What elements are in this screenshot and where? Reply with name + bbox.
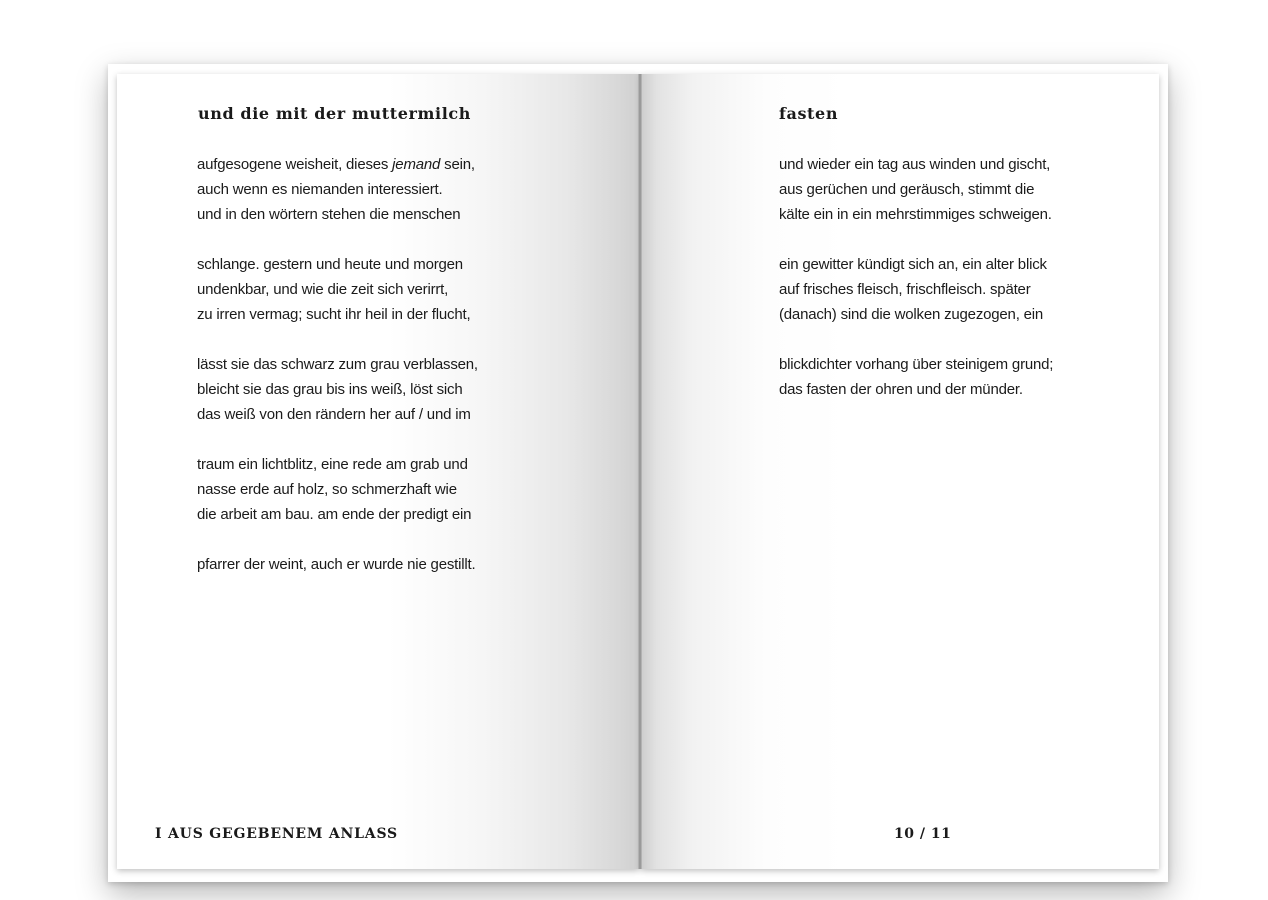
stanza <box>779 352 1053 402</box>
poem-line-text: auch wenn es niemanden interessiert. <box>197 181 443 198</box>
poem-line <box>197 477 478 502</box>
poem-line <box>197 352 478 377</box>
stanza <box>197 152 478 227</box>
left-poem-title: und die mit der muttermilch <box>198 104 471 123</box>
poem-line-text: zu irren vermag; sucht ihr heil in der flucht, <box>197 306 471 323</box>
poem-line <box>779 152 1053 177</box>
poem-line <box>779 277 1053 302</box>
poem-line-text: blickdichter vorhang über steinigem grund; <box>779 356 1054 373</box>
poem-line-text: bleicht sie das grau bis ins weiß, löst sich <box>197 381 463 398</box>
book-spine <box>638 74 642 869</box>
poem-line <box>779 352 1053 377</box>
stanza <box>779 252 1053 327</box>
poem-line <box>197 252 478 277</box>
poem-line-text: kälte ein in ein mehrstimmiges schweigen. <box>779 206 1052 223</box>
stanza <box>197 252 478 327</box>
stanza <box>197 352 478 427</box>
right-poem-body <box>779 152 1053 427</box>
poem-line-text: aus gerüchen und geräusch, stimmt die <box>779 181 1035 198</box>
poem-line <box>779 377 1053 402</box>
poem-line <box>197 177 478 202</box>
poem-line <box>197 152 478 177</box>
poem-line <box>197 302 478 327</box>
poem-line-emphasis: jemand <box>392 156 441 173</box>
page-numbers: 10 / 11 <box>894 826 952 842</box>
poem-line-text: das fasten der ohren und der münder. <box>779 381 1023 398</box>
poem-line-text: lässt sie das schwarz zum grau verblassen, <box>197 356 478 373</box>
poem-line <box>779 177 1053 202</box>
poem-line-text: ein gewitter kündigt sich an, ein alter blick <box>779 256 1047 273</box>
poem-line-text: die arbeit am bau. am ende der predigt ein <box>197 506 472 523</box>
poem-line-text: schlange. gestern und heute und morgen <box>197 256 463 273</box>
poem-line-text: (danach) sind die wolken zugezogen, ein <box>779 306 1044 323</box>
poem-line <box>197 402 478 427</box>
poem-line-text: pfarrer der weint, auch er wurde nie gestillt. <box>197 556 476 573</box>
poem-line <box>779 302 1053 327</box>
poem-line <box>197 452 478 477</box>
poem-line-text: und in den wörtern stehen die menschen <box>197 206 461 223</box>
poem-line-text: und wieder ein tag aus winden und gischt, <box>779 156 1051 173</box>
left-poem-body <box>197 152 478 602</box>
running-footer-section: I AUS GEGEBENEM ANLASS <box>155 826 398 842</box>
poem-line <box>197 277 478 302</box>
poem-line <box>779 252 1053 277</box>
poem-line-text: nasse erde auf holz, so schmerzhaft wie <box>197 481 457 498</box>
poem-line-text: undenkbar, und wie die zeit sich verirrt, <box>197 281 449 298</box>
poem-line-text: traum ein lichtblitz, eine rede am grab und <box>197 456 468 473</box>
stanza <box>779 152 1053 227</box>
right-poem-title: fasten <box>779 104 839 123</box>
poem-line-text: auf frisches fleisch, frischfleisch. später <box>779 281 1031 298</box>
poem-line <box>197 502 478 527</box>
stanza <box>197 452 478 527</box>
poem-line <box>779 202 1053 227</box>
poem-line-text-after: sein, <box>440 156 475 173</box>
poem-line <box>197 202 478 227</box>
poem-line <box>197 552 478 577</box>
stanza <box>197 552 478 577</box>
poem-line-text: aufgesogene weisheit, dieses <box>197 156 393 173</box>
poem-line-text: das weiß von den rändern her auf / und im <box>197 406 471 423</box>
poem-line <box>197 377 478 402</box>
